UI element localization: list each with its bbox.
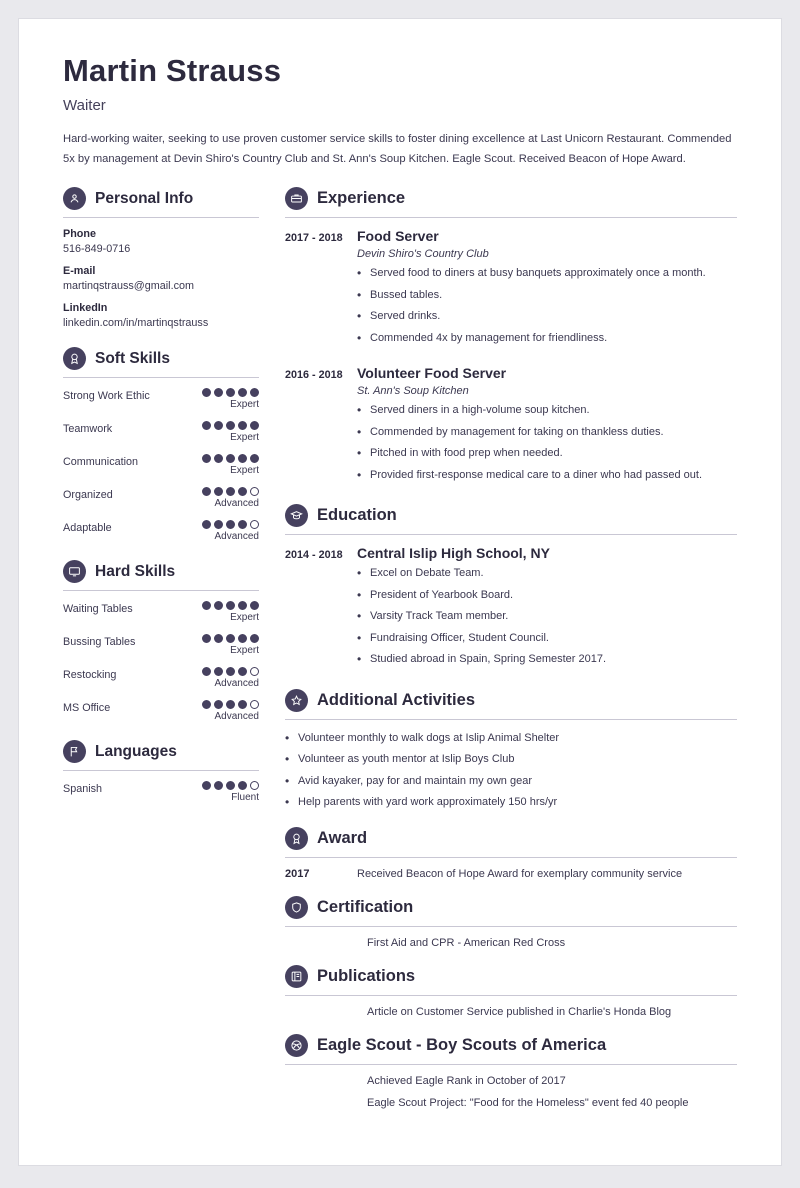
entry-bullets <box>357 402 737 483</box>
entry-date: 2016 - 2018 <box>285 369 343 382</box>
basketball-icon <box>285 1034 308 1057</box>
skill-rating <box>202 601 259 623</box>
rating-dots <box>202 700 259 709</box>
skill-level: Advanced <box>214 531 259 543</box>
section-certification <box>285 896 737 949</box>
skill-rating <box>202 667 259 689</box>
entry-bullets <box>357 265 737 346</box>
skill-row <box>63 421 259 443</box>
rating-dots <box>202 388 259 397</box>
award-date: 2017 <box>285 867 310 880</box>
list-item: • Fundraising Officer, Student Council. <box>357 630 737 647</box>
skill-label: Bussing Tables <box>63 636 136 649</box>
section-header-experience <box>285 187 737 218</box>
section-header-publications <box>285 965 737 996</box>
section-publications <box>285 965 737 1018</box>
entry-body <box>357 228 737 351</box>
list-item: • President of Yearbook Board. <box>357 587 737 604</box>
contact-field <box>63 302 259 329</box>
shield-icon <box>285 896 308 919</box>
list-item: • Studied abroad in Spain, Spring Semester 2017. <box>357 651 737 668</box>
section-header-soft-skills <box>63 347 259 378</box>
skill-row <box>63 781 259 803</box>
skill-row <box>63 487 259 509</box>
list-item: • Volunteer monthly to walk dogs at Islip Animal Shelter <box>285 730 737 747</box>
experience-entry <box>285 365 737 488</box>
list-item: • Served food to diners at busy banquets approximately once a month. <box>357 265 737 282</box>
page-title: Martin Strauss <box>63 53 282 88</box>
contact-value: linkedin.com/in/martinqstrauss <box>63 317 209 330</box>
entry-title: Volunteer Food Server <box>357 365 507 382</box>
section-header-certification <box>285 896 737 927</box>
entry-title: Food Server <box>357 228 439 245</box>
section-title: Award <box>317 828 368 847</box>
skill-level: Advanced <box>214 678 259 690</box>
skill-level: Advanced <box>214 711 259 723</box>
section-header-education <box>285 504 737 535</box>
section-title: Personal Info <box>95 189 194 207</box>
skill-row <box>63 667 259 689</box>
resume-header <box>63 53 737 169</box>
section-header-languages <box>63 740 259 771</box>
monitor-icon <box>63 560 86 583</box>
section-header-additional-activities <box>285 689 737 720</box>
section-award <box>285 827 737 880</box>
activities-bullets <box>285 730 737 811</box>
contact-value: martinqstrauss@gmail.com <box>63 280 194 293</box>
rating-dots <box>202 634 259 643</box>
rating-dots <box>202 781 259 790</box>
skill-level: Expert <box>230 465 259 477</box>
skill-rating <box>202 487 259 509</box>
contact-label: LinkedIn <box>63 302 108 315</box>
section-header-eagle-scout <box>285 1034 737 1065</box>
skill-label: MS Office <box>63 702 111 715</box>
skill-level: Expert <box>230 399 259 411</box>
skill-label: Strong Work Ethic <box>63 390 150 403</box>
section-languages <box>63 740 259 803</box>
list-item: • Bussed tables. <box>357 287 737 304</box>
entry-subtitle: St. Ann's Soup Kitchen <box>357 385 469 398</box>
left-column <box>63 187 275 821</box>
job-title: Waiter <box>63 97 106 114</box>
contact-label: Phone <box>63 228 96 241</box>
section-header-award <box>285 827 737 858</box>
skill-level: Advanced <box>214 498 259 510</box>
briefcase-icon <box>285 187 308 210</box>
flag-icon <box>63 740 86 763</box>
skill-level: Expert <box>230 432 259 444</box>
skill-label: Waiting Tables <box>63 603 133 616</box>
skill-label: Organized <box>63 489 113 502</box>
award-text: Received Beacon of Hope Award for exemplary community service <box>357 867 683 880</box>
award-icon <box>285 827 308 850</box>
skill-row <box>63 520 259 542</box>
section-title: Certification <box>317 897 414 916</box>
skill-rating <box>202 781 259 803</box>
experience-entry <box>285 228 737 351</box>
list-item: • Volunteer as youth mentor at Islip Boys Club <box>285 751 737 768</box>
skill-rating <box>202 421 259 443</box>
section-soft-skills <box>63 347 259 542</box>
person-icon <box>63 187 86 210</box>
graduation-cap-icon <box>285 504 308 527</box>
list-item: • Served drinks. <box>357 308 737 325</box>
skill-level: Expert <box>230 612 259 624</box>
section-title: Eagle Scout - Boy Scouts of America <box>317 1035 607 1054</box>
summary-text: Hard-working waiter, seeking to use proven customer service skills to foster dining excellence at Last Unicorn Restaurant. Commended 5x by management at Devin Shiro's Country Club and St. Ann's Soup Kitchen. Eagle Scout. Received Beacon of Hope Award. <box>63 133 732 165</box>
skill-row <box>63 634 259 656</box>
skill-label: Communication <box>63 456 139 469</box>
section-title: Experience <box>317 189 406 208</box>
eagle-scout-line: Eagle Scout Project: "Food for the Homeless" event fed 40 people <box>367 1096 689 1109</box>
list-item: • Excel on Debate Team. <box>357 565 737 582</box>
skill-level: Fluent <box>231 792 259 804</box>
section-education <box>285 504 737 673</box>
skill-rating <box>202 454 259 476</box>
skill-rating <box>202 520 259 542</box>
resume-sheet <box>18 18 782 1166</box>
section-hard-skills <box>63 560 259 722</box>
rating-dots <box>202 487 259 496</box>
ribbon-icon <box>63 347 86 370</box>
section-title: Languages <box>95 742 177 760</box>
publications-text: Article on Customer Service published in Charlie's Honda Blog <box>367 1005 672 1018</box>
eagle-scout-line: Achieved Eagle Rank in October of 2017 <box>367 1074 566 1087</box>
entry-body <box>357 365 737 488</box>
list-item: • Provided first-response medical care to a diner who had passed out. <box>357 467 737 484</box>
list-item: • Commended 4x by management for friendliness. <box>357 330 737 347</box>
list-item: • Served diners in a high-volume soup kitchen. <box>357 402 737 419</box>
skill-row <box>63 388 259 410</box>
skill-label: Adaptable <box>63 522 112 535</box>
section-header-personal-info <box>63 187 259 218</box>
rating-dots <box>202 667 259 676</box>
skill-label: Restocking <box>63 669 117 682</box>
section-header-hard-skills <box>63 560 259 591</box>
book-icon <box>285 965 308 988</box>
skill-row <box>63 601 259 623</box>
section-title: Education <box>317 506 397 525</box>
education-entry <box>285 545 737 673</box>
entry-bullets <box>357 565 737 668</box>
skill-level: Expert <box>230 645 259 657</box>
contact-field <box>63 228 259 255</box>
list-item: • Pitched in with food prep when needed. <box>357 445 737 462</box>
skill-label: Spanish <box>63 783 103 796</box>
entry-date: 2014 - 2018 <box>285 549 343 562</box>
list-item: • Avid kayaker, pay for and maintain my own gear <box>285 773 737 790</box>
skill-row <box>63 700 259 722</box>
section-personal-info <box>63 187 259 329</box>
rating-dots <box>202 601 259 610</box>
certification-text: First Aid and CPR - American Red Cross <box>367 936 566 949</box>
skill-label: Teamwork <box>63 423 113 436</box>
contact-value: 516-849-0716 <box>63 243 131 256</box>
star-icon <box>285 689 308 712</box>
rating-dots <box>202 421 259 430</box>
skill-rating <box>202 634 259 656</box>
contact-field <box>63 265 259 292</box>
skill-row <box>63 454 259 476</box>
section-title: Hard Skills <box>95 562 176 580</box>
rating-dots <box>202 454 259 463</box>
section-title: Publications <box>317 966 416 985</box>
award-row <box>285 868 737 880</box>
entry-date: 2017 - 2018 <box>285 232 343 245</box>
right-column <box>275 187 737 1125</box>
skill-rating <box>202 388 259 410</box>
section-title: Additional Activities <box>317 690 475 709</box>
entry-body <box>357 545 737 673</box>
list-item: • Help parents with yard work approximately 150 hrs/yr <box>285 794 737 811</box>
section-title: Soft Skills <box>95 349 170 367</box>
section-experience <box>285 187 737 488</box>
contact-label: E-mail <box>63 265 96 278</box>
list-item: • Varsity Track Team member. <box>357 608 737 625</box>
entry-subtitle: Devin Shiro's Country Club <box>357 248 489 261</box>
resume-columns <box>63 187 737 1125</box>
section-eagle-scout <box>285 1034 737 1109</box>
entry-title: Central Islip High School, NY <box>357 545 550 562</box>
list-item: • Commended by management for taking on thankless duties. <box>357 424 737 441</box>
skill-rating <box>202 700 259 722</box>
section-additional-activities <box>285 689 737 811</box>
rating-dots <box>202 520 259 529</box>
